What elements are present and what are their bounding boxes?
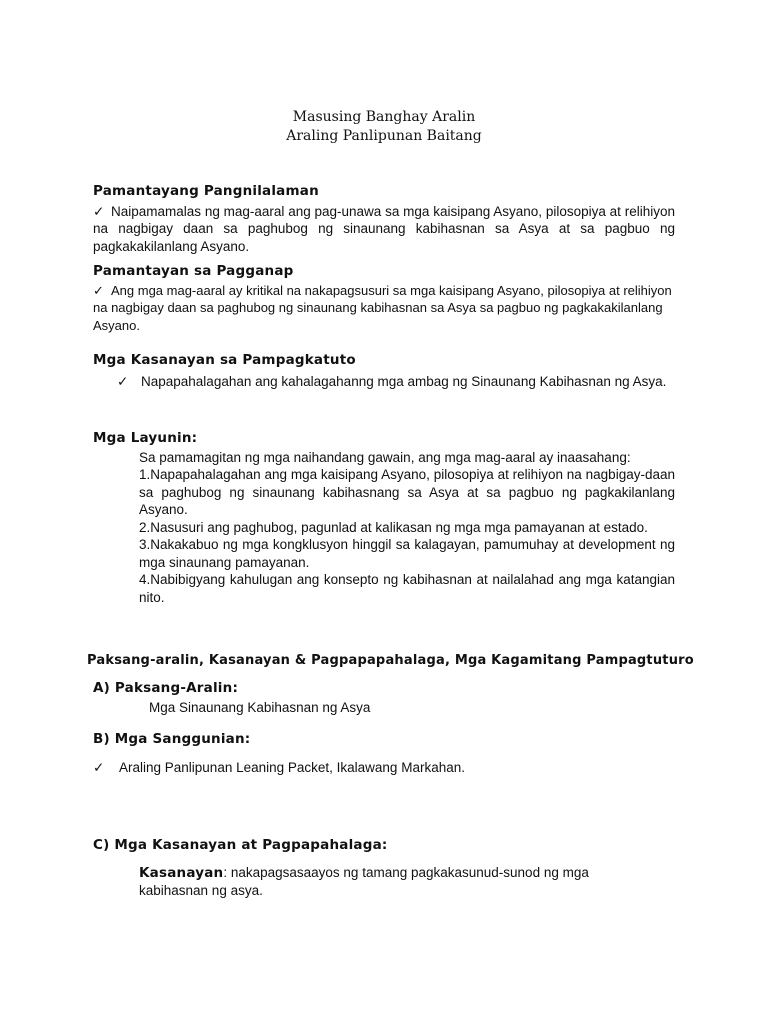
checkmark-icon: ✓ (117, 373, 129, 389)
layunin-item: 4.Nabibigyang kahulugan ang konsepto ng kabihasnan at nailalahad ang mga katangian nito. (139, 572, 675, 605)
section-sanggunian (93, 731, 675, 776)
section-text: : nakapagsasaayos ng tamang pagkakasunud-sunod ng mga kabihasnan ng asya. (139, 864, 589, 898)
section-heading: B) Mga Sanggunian: (93, 731, 251, 747)
section-body (93, 282, 675, 335)
title-line-1: Masusing Banghay Aralin (292, 109, 476, 125)
document-title (0, 108, 768, 146)
section-heading: A) Paksang-Aralin: (93, 680, 239, 696)
section-heading: Pamantayang Pangnilalaman (93, 183, 319, 199)
kasanayan-label: Kasanayan (139, 864, 224, 881)
section-text: Naipamamalas ng mag-aaral ang pag-unawa sa mga kaisipang Asyano, pilosopiya at relihiyon na nagbigay daan sa paghubog ng sinaunang kabihasnan sa Asya at sa pagbuo ng pagkakakilanlang Asyano. (93, 203, 675, 254)
section-body (93, 373, 675, 391)
paksang-section-heading: Paksang-aralin, Kasanayan & Pagpapapahalaga, Mga Kagamitang Pampagtuturo (87, 653, 694, 668)
checkmark-icon: ✓ (93, 759, 105, 775)
checkmark-icon: ✓ (93, 282, 104, 298)
layunin-item: 2.Nasusuri ang paghubog, pagunlad at kalikasan ng mga mga pamayanan at estado. (139, 519, 648, 535)
section-text: Ang mga mag-aaral ay kritikal na nakapagsusuri sa mga kaisipang Asyano, pilosopiya at relihiyon na nagbigay daan sa paghubog ng sinaunang kabihasnan sa Asya sa pagbuo ng pagkakakilanlang Asyano. (93, 282, 672, 333)
section-body (93, 759, 675, 777)
section-kasanayan-sa-pampagkatuto (93, 352, 675, 390)
section-kasanayan-pagpapahalaga (93, 837, 675, 900)
title-line-2: Araling Panlipunan Baitang (286, 128, 482, 144)
section-body (93, 203, 675, 256)
section-heading: Mga Kasanayan sa Pampagkatuto (93, 352, 356, 368)
section-text: Araling Panlipunan Leaning Packet, Ikalawang Markahan. (119, 759, 465, 775)
layunin-item: 1.Napapahalagahan ang mga kaisipang Asyano, pilosopiya at relihiyon na nagbigay-daan sa paghubog ng sinaunang kabihasnang sa Asya at sa pagbuo ng pagkakilanlang Asyano. (139, 467, 675, 517)
section-heading: Pamantayan sa Pagganap (93, 263, 294, 279)
section-pamantayan-sa-pagganap (93, 263, 675, 334)
section-paksang-aralin (93, 680, 675, 716)
layunin-intro: Sa pamamagitan ng mga naihandang gawain, ang mga mag-aaral ay inaasahang: (139, 449, 631, 465)
layunin-item: 3.Nakakabuo ng mga kongklusyon hinggil sa kalagayan, pamumuhay at development ng mga sinaunang pamayanan. (139, 537, 675, 570)
section-pamantayang-pangnilalaman (93, 183, 675, 255)
checkmark-icon: ✓ (93, 203, 105, 219)
section-layunin (93, 430, 675, 606)
section-body (93, 864, 649, 900)
section-text: Napapahalagahan ang kahalagahanng mga ambag ng Sinaunang Kabihasnan ng Asya. (141, 373, 667, 389)
section-text: Mga Sinaunang Kabihasnan ng Asya (149, 699, 371, 715)
section-heading: Mga Layunin: (93, 430, 198, 446)
section-heading: C) Mga Kasanayan at Pagpapahalaga: (93, 837, 388, 853)
